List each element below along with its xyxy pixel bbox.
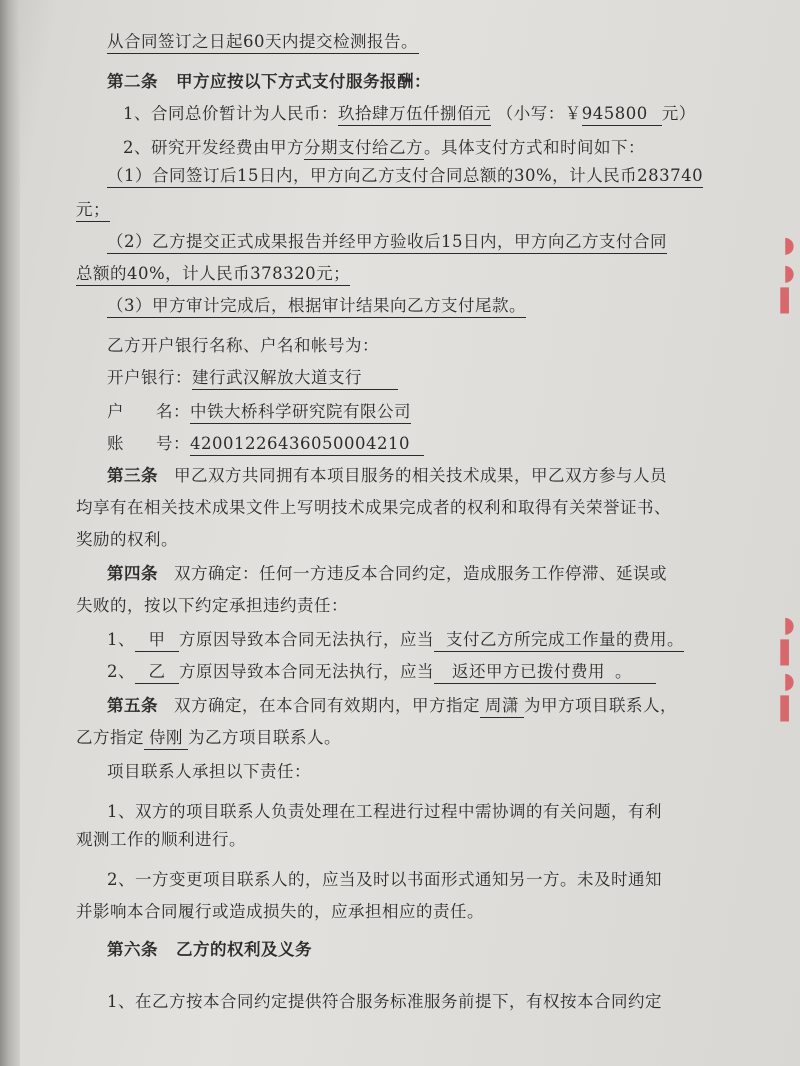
line-report-deadline: 从合同签订之日起60天内提交检测报告。 [107,32,419,54]
payment-item-3: （3）甲方审计完成后，根据审计结果向乙方支付尾款。 [107,296,526,318]
payment-item-1: （1）合同签订后15日内，甲方向乙方支付合同总额的30%，计人民币283740 [107,166,703,188]
section-6-item-1: 1、在乙方按本合同约定提供符合服务标准服务前提下，有权按本合同约定 [107,992,662,1011]
total-price-line: 1、合同总价暂计为人民币：玖拾肆万伍仟捌佰元 （小写：￥945800 元） [123,100,696,126]
payment-item-2: （2）乙方提交正式成果报告并经甲方验收后15日内，甲方向乙方支付合同 [107,232,667,254]
bank-name-line: 开户银行：建行武汉解放大道支行 [107,364,398,390]
section-2-heading: 第二条 甲方应按以下方式支付服务报酬： [107,72,431,91]
section-6-heading: 第六条 乙方的权利及义务 [107,940,312,959]
section-3-line-3: 奖励的权利。 [76,530,178,549]
breach-item-1: 1、 甲 方原因导致本合同无法执行，应当 支付乙方所完成工作量的费用。 [107,626,684,652]
binding-edge [0,0,20,1066]
contact-responsibilities-intro: 项目联系人承担以下责任： [107,762,311,781]
responsibility-1-line-1: 1、双方的项目联系人负责处理在工程进行过程中需协调的有关问题，有利 [107,802,662,821]
payment-item-2-end: 总额的40%，计人民币378320元； [76,264,350,286]
responsibility-2-line-2: 并影响本合同履行或造成损失的，应承担相应的责任。 [76,902,484,921]
account-number-line: 账 号：42001226436050004210 [107,430,424,456]
section-3-line-1: 第三条 甲乙双方共同拥有本项目服务的相关技术成果，甲乙双方参与人员 [107,466,667,485]
section-4-line-1: 第四条 双方确定：任何一方违反本合同约定，造成服务工作停滞、延误或 [107,564,667,583]
red-seal-fragment-middle: ◗ ▌ ◗ ▌ [780,613,798,722]
section-5-line-2: 乙方指定 侍刚 为乙方项目联系人。 [76,724,341,750]
section-5-line-1: 第五条 双方确定，在本合同有效期内，甲方指定 周潇 为甲方项目联系人， [107,692,677,718]
breach-item-2: 2、 乙 方原因导致本合同无法执行，应当 返还甲方已拨付费用 。 [107,658,656,684]
responsibility-2-line-1: 2、一方变更项目联系人的，应当及时以书面形式通知另一方。未及时通知 [107,870,662,889]
payment-method-line: 2、研究开发经费由甲方分期支付给乙方。具体支付方式和时间如下： [123,134,645,160]
responsibility-1-line-2: 观测工作的顺利进行。 [76,830,246,849]
payment-item-1-end: 元； [76,200,110,222]
bank-info-intro: 乙方开户银行名称、户名和帐号为： [107,336,379,355]
account-name-line: 户 名：中铁大桥科学研究院有限公司 [107,398,411,424]
red-seal-fragment-top: ◗ ◗ ▌ [780,233,798,314]
section-3-line-2: 均享有在相关技术成果文件上写明技术成果完成者的权利和取得有关荣誉证书、 [76,498,671,517]
section-4-line-2: 失败的，按以下约定承担违约责任： [76,596,348,615]
